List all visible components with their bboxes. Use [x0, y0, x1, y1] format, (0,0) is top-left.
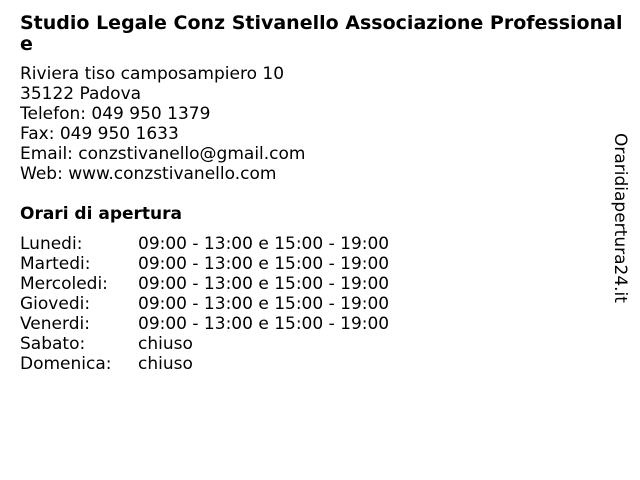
hours-row [20, 334, 440, 354]
hours-time: 09:00 - 13:00 e 15:00 - 19:00 [138, 314, 390, 334]
phone-line: Telefon: 049 950 1379 [20, 104, 211, 124]
hours-row [20, 254, 440, 274]
hours-time: 09:00 - 13:00 e 15:00 - 19:00 [138, 294, 390, 314]
hours-row [20, 354, 440, 374]
site-watermark: Oraridiapertura24.it [610, 133, 630, 303]
hours-day: Sabato: [20, 334, 86, 354]
hours-time: chiuso [138, 354, 193, 374]
hours-day: Domenica: [20, 354, 112, 374]
hours-row [20, 294, 440, 314]
city-line: 35122 Padova [20, 84, 142, 104]
email-line: Email: conzstivanello@gmail.com [20, 144, 306, 164]
hours-time: 09:00 - 13:00 e 15:00 - 19:00 [138, 274, 390, 294]
hours-day: Martedi: [20, 254, 91, 274]
hours-table [20, 234, 440, 374]
hours-time: 09:00 - 13:00 e 15:00 - 19:00 [138, 254, 390, 274]
fax-line: Fax: 049 950 1633 [20, 124, 179, 144]
hours-row [20, 314, 440, 334]
hours-day: Mercoledi: [20, 274, 108, 294]
hours-row [20, 234, 440, 254]
contact-block [20, 64, 305, 184]
hours-day: Giovedi: [20, 294, 91, 314]
hours-row [20, 274, 440, 294]
web-line: Web: www.conzstivanello.com [20, 164, 277, 184]
business-title: Studio Legale Conz Stivanello Associazione Professionale [20, 12, 623, 55]
hours-day: Venerdi: [20, 314, 90, 334]
hours-heading: Orari di apertura [20, 204, 182, 224]
hours-time: chiuso [138, 334, 193, 354]
hours-day: Lunedi: [20, 234, 83, 254]
hours-time: 09:00 - 13:00 e 15:00 - 19:00 [138, 234, 390, 254]
address-line: Riviera tiso camposampiero 10 [20, 64, 285, 84]
